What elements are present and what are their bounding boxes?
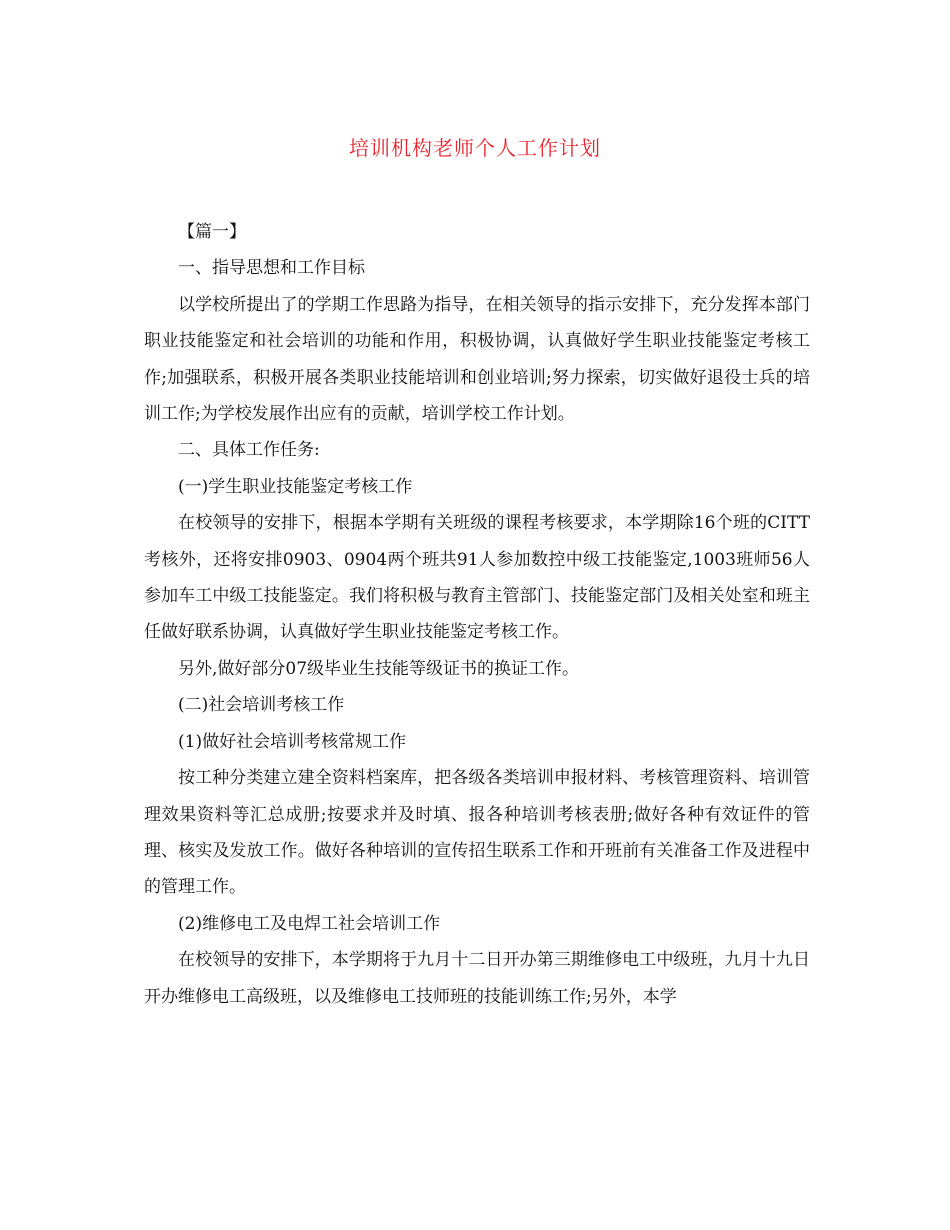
document-title: 培训机构老师个人工作计划 xyxy=(349,136,601,160)
paragraph-electrician-welder: 在校领导的安排下，本学期将于九月十二日开办第三期维修电工中级班，九月十九日开办维修电工高级班，以及维修电工技师班的技能训练工作;另外，本学 xyxy=(144,950,810,1007)
document-body xyxy=(144,214,810,1015)
heading-specific-tasks: 二、具体工作任务: xyxy=(178,440,320,461)
section-heading-part-one: 【篇一】 xyxy=(178,222,246,242)
subheading-student-assessment: (一)学生职业技能鉴定考核工作 xyxy=(178,476,413,497)
heading-guiding-ideology: 一、指导思想和工作目标 xyxy=(178,258,365,279)
paragraph-student-assessment: 在校领导的安排下，根据本学期有关班级的课程考核要求，本学期除16个班的CITT考核外，还将安排0903、0904两个班共91人参加数控中级工技能鉴定,1003班师56人参加车工中级工技能鉴定。我们将积极与教育主管部门、技能鉴定部门及相关处室和班主任做好联系协调，认真做好学生职业技能鉴定考核工作。 xyxy=(144,513,810,643)
subheading-social-training: (二)社会培训考核工作 xyxy=(178,695,345,716)
paragraph-goals: 以学校所提出了的学期工作思路为指导，在相关领导的指示安排下，充分发挥本部门职业技能鉴定和社会培训的功能和作用，积极协调，认真做好学生职业技能鉴定考核工作;加强联系，积极开展各类职业技能培训和创业培训;努力探索，切实做好退役士兵的培训工作;为学校发展作出应有的贡献，培训学校工作计划。 xyxy=(144,294,810,425)
subheading-electrician-welder: (2)维修电工及电焊工社会培训工作 xyxy=(178,913,441,934)
subheading-routine-work: (1)做好社会培训考核常规工作 xyxy=(178,731,407,752)
paragraph-certificate-renewal: 另外,做好部分07级毕业生技能等级证书的换证工作。 xyxy=(178,658,580,679)
paragraph-routine-work: 按工种分类建立建全资料档案库，把各级各类培训申报材料、考核管理资料、培训管理效果资料等汇总成册;按要求并及时填、报各种培训考核表册;做好各种有效证件的管理、核实及发放工作。做好各种培训的宣传招生联系工作和开班前有关准备工作及进程中的管理工作。 xyxy=(144,768,810,898)
